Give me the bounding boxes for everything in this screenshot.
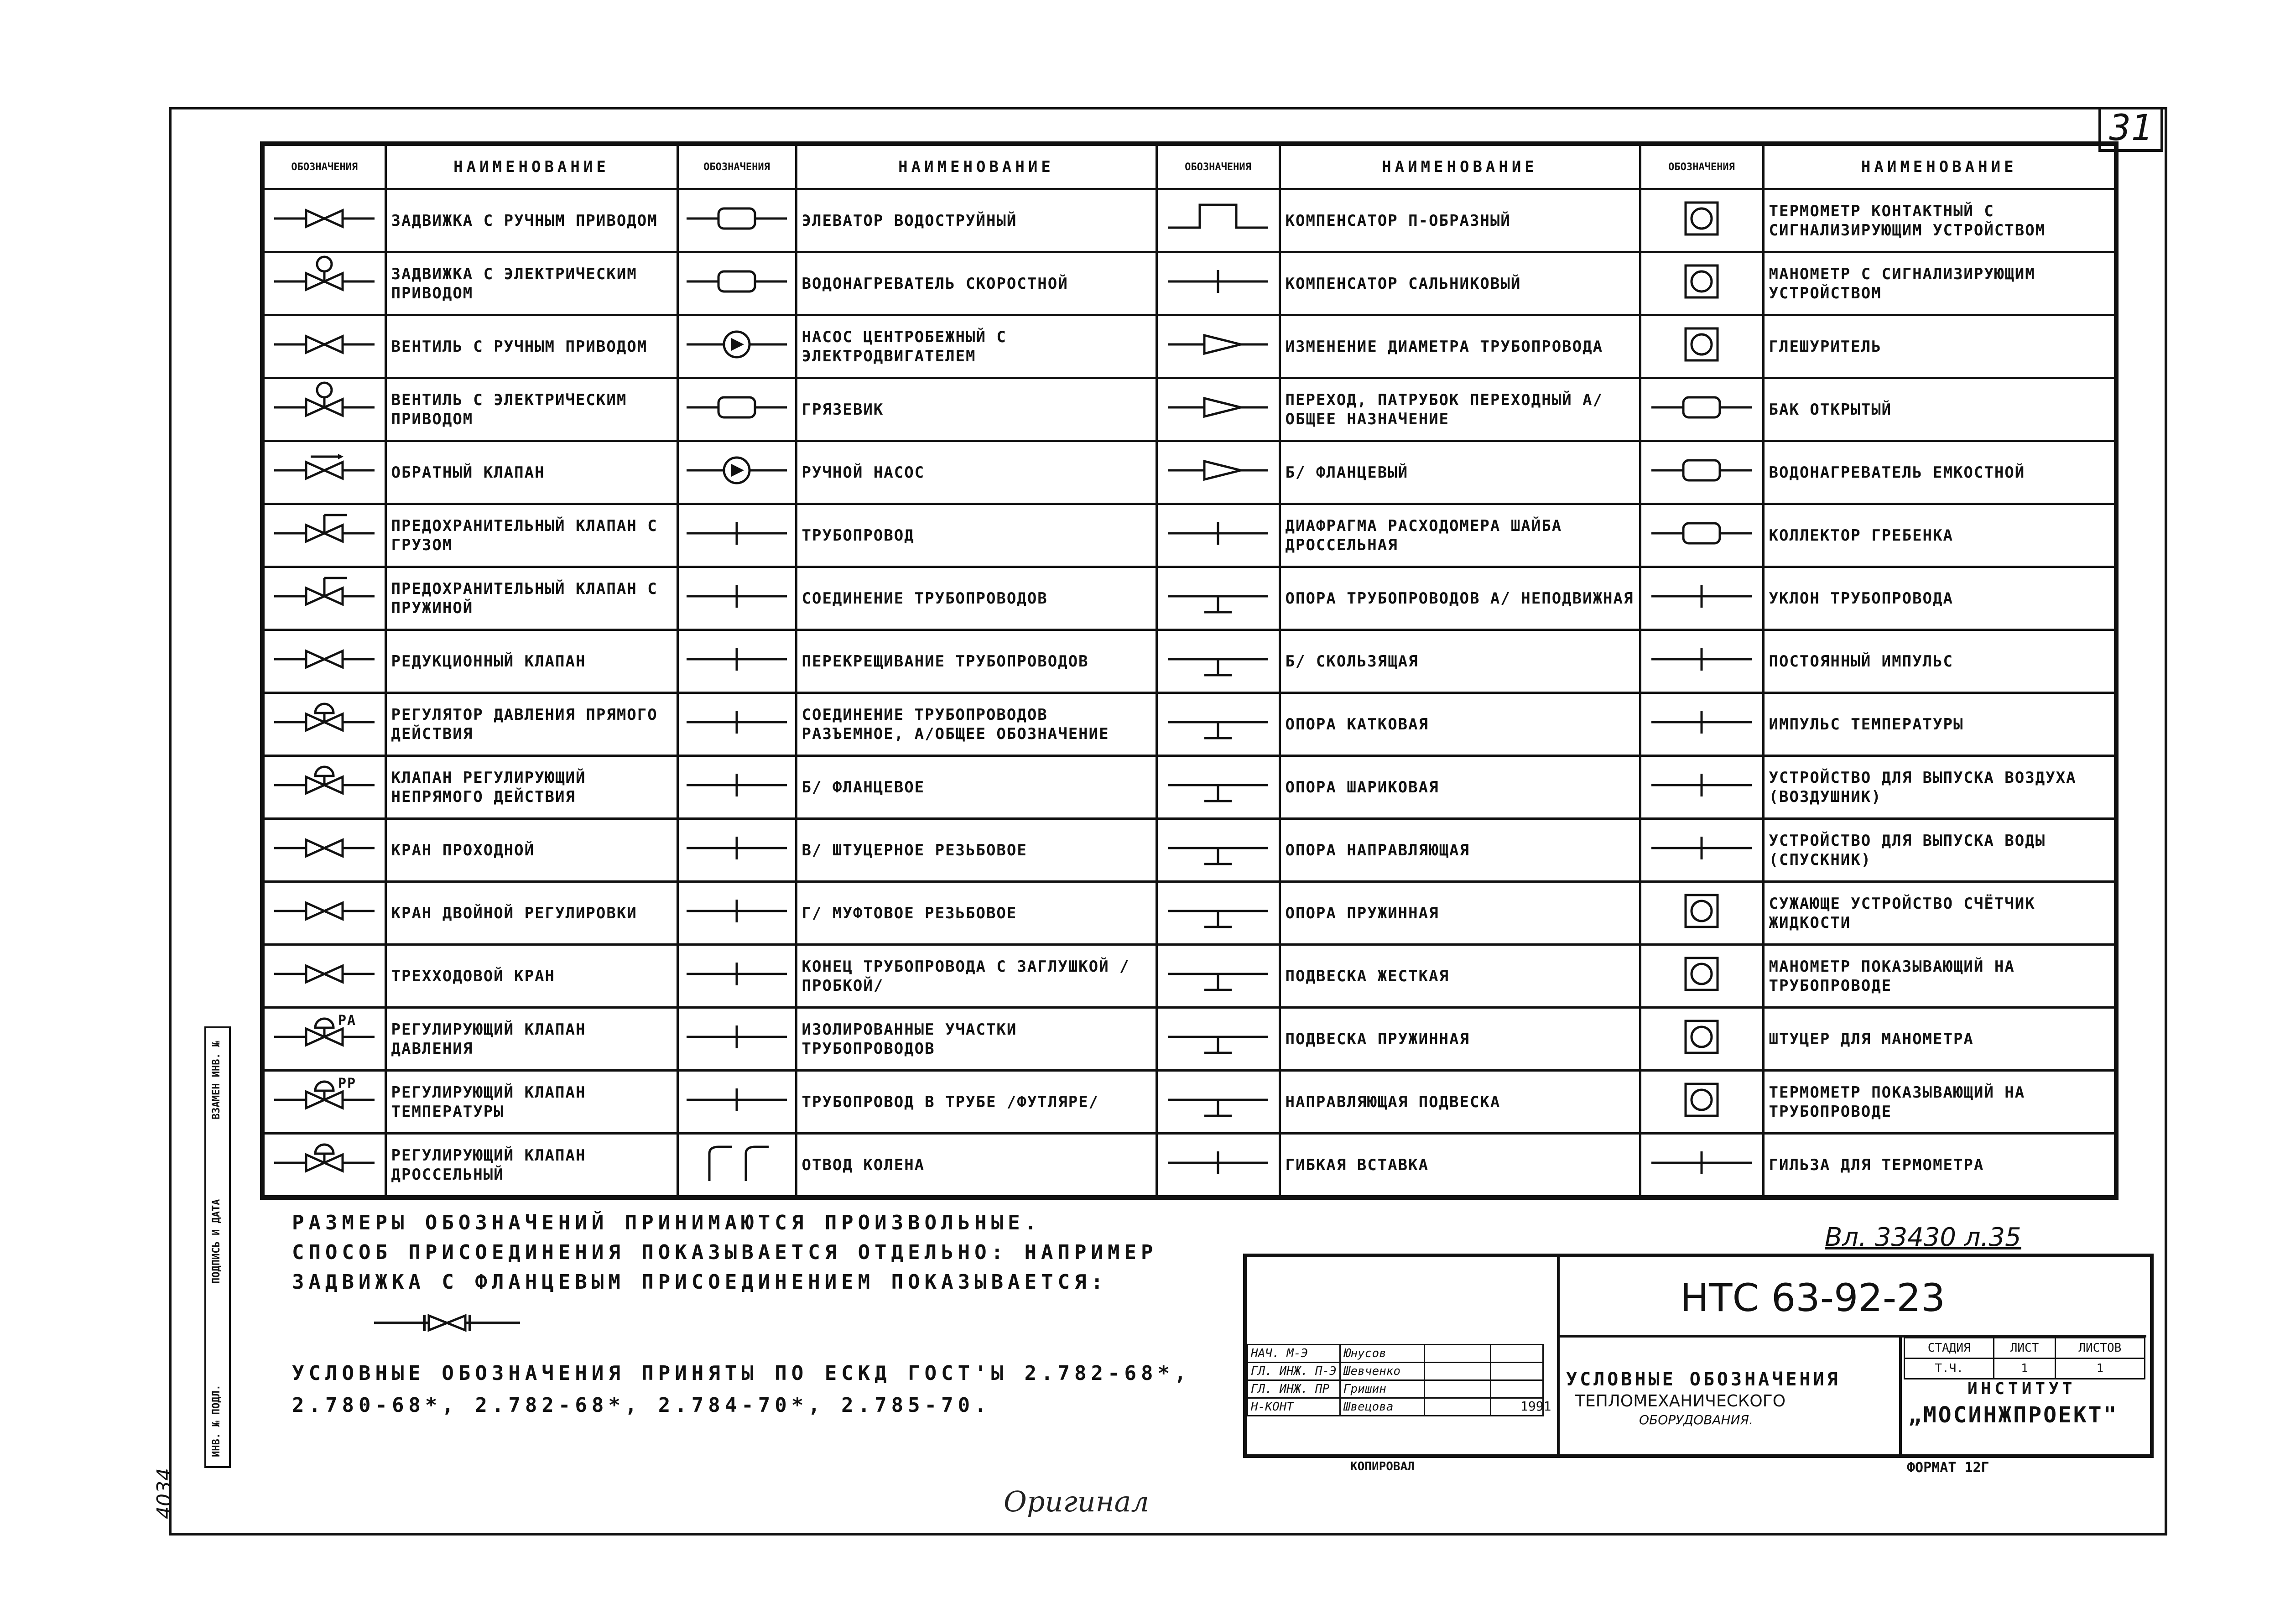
- item-name: ТРУБОПРОВОД В ТРУБЕ /ФУТЛЯРЕ/: [796, 1071, 1156, 1134]
- pipe-thermometer-icon: [1647, 1072, 1756, 1127]
- fixed-support-icon: [1156, 567, 1280, 630]
- direct-pressure-regulator-icon: [270, 695, 379, 750]
- organization-line-2: „МОСИНЖПРОЕКТ": [1908, 1402, 2119, 1428]
- item-name: ТЕРМОМЕТР ПОКАЗЫВАЮЩИЙ НА ТРУБОПРОВОДЕ: [1763, 1071, 2116, 1134]
- spring-hanger-icon: [1163, 1010, 1273, 1064]
- legend-row: [262, 1071, 2116, 1134]
- item-name: Г/ МУФТОВОЕ РЕЗЬБОВОЕ: [796, 882, 1156, 945]
- title-line-1: УСЛОВНЫЕ ОБОЗНАЧЕНИЯ: [1566, 1369, 1841, 1390]
- note-line-1: РАЗМЕРЫ ОБОЗНАЧЕНИЙ ПРИНИМАЮТСЯ ПРОИЗВОЛЬНЫЕ.: [292, 1211, 1041, 1234]
- stamp-divider-v2: [1899, 1335, 1902, 1454]
- title-line-3: ОБОРУДОВАНИЯ.: [1639, 1412, 1753, 1427]
- pipe-junction-icon: [677, 567, 796, 630]
- rigid-hanger-icon: [1156, 945, 1280, 1008]
- item-name: В/ ШТУЦЕРНОЕ РЕЗЬБОВОЕ: [796, 819, 1156, 882]
- legend-row: [262, 693, 2116, 756]
- item-name: ВЕНТИЛЬ С ЭЛЕКТРИЧЕСКИМ ПРИВОДОМ: [385, 378, 677, 441]
- restrictor-meter-icon: [1647, 884, 1756, 938]
- item-name: ПОДВЕСКА ПРУЖИННАЯ: [1280, 1008, 1640, 1071]
- three-way-cock-icon: [262, 945, 385, 1008]
- temperature-impulse-icon: [1640, 693, 1763, 756]
- item-name: ПРЕДОХРАНИТЕЛЬНЫЙ КЛАПАН С ПРУЖИНОЙ: [385, 567, 677, 630]
- item-name: РЕДУКЦИОННЫЙ КЛАПАН: [385, 630, 677, 693]
- spring-support-icon: [1163, 884, 1273, 938]
- item-name: ПЕРЕКРЕЩИВАНИЕ ТРУБОПРОВОДОВ: [796, 630, 1156, 693]
- fixed-support-icon: [1163, 569, 1273, 624]
- storage-water-heater-icon: [1647, 443, 1756, 498]
- role: Н-КОНТ: [1248, 1398, 1340, 1416]
- legend-row: [262, 441, 2116, 504]
- diameter-change-icon: [1156, 315, 1280, 378]
- symbol-header: ОБОЗНАЧЕНИЯ: [1640, 144, 1763, 189]
- item-name: ИЗОЛИРОВАННЫЕ УЧАСТКИ ТРУБОПРОВОДОВ: [796, 1008, 1156, 1071]
- legend-row: [262, 945, 2116, 1008]
- item-name: КОМПЕНСАТОР САЛЬНИКОВЫЙ: [1280, 252, 1640, 315]
- gate-valve-manual-icon: [270, 191, 379, 246]
- item-name: РУЧНОЙ НАСОС: [796, 441, 1156, 504]
- insulated-section-icon: [677, 1008, 796, 1071]
- stage-value: Т.Ч.: [1905, 1359, 1994, 1379]
- signature: [1424, 1380, 1490, 1398]
- diameter-change-icon: [1163, 317, 1273, 372]
- open-tank-icon: [1640, 378, 1763, 441]
- gland-compensator-icon: [1163, 254, 1273, 309]
- item-name: УКЛОН ТРУБОПРОВОДА: [1763, 567, 2116, 630]
- header-manifold-icon: [1647, 506, 1756, 561]
- legend-row: [262, 1134, 2116, 1198]
- pipe-crossing-icon: [682, 632, 791, 687]
- water-drain-icon: [1640, 819, 1763, 882]
- item-name: ТРУБОПРОВОД: [796, 504, 1156, 567]
- guide-support-icon: [1156, 819, 1280, 882]
- centrifugal-pump-icon: [677, 315, 796, 378]
- contact-thermometer-icon: [1647, 191, 1756, 246]
- adapter-flanged-icon: [1163, 443, 1273, 498]
- three-way-cock-icon: [270, 947, 379, 1001]
- stage-table: [1904, 1337, 2145, 1379]
- insulated-section-icon: [682, 1010, 791, 1064]
- item-name: ОПОРА ПРУЖИННАЯ: [1280, 882, 1640, 945]
- item-name: КОМПЕНСАТОР П-ОБРАЗНЫЙ: [1280, 189, 1640, 252]
- date-cell: [1490, 1398, 1543, 1416]
- ball-support-icon: [1156, 756, 1280, 819]
- thermowell-icon: [1647, 1135, 1756, 1190]
- item-name: КРАН ПРОХОДНОЙ: [385, 819, 677, 882]
- date-cell: [1490, 1380, 1543, 1398]
- orifice-plate-icon: [1156, 504, 1280, 567]
- item-name: КЛАПАН РЕГУЛИРУЮЩИЙ НЕПРЯМОГО ДЕЙСТВИЯ: [385, 756, 677, 819]
- signer-name: Швецова: [1340, 1398, 1424, 1416]
- water-jet-elevator-icon: [677, 189, 796, 252]
- thermowell-icon: [1640, 1134, 1763, 1198]
- item-name: ИЗМЕНЕНИЕ ДИАМЕТРА ТРУБОПРОВОДА: [1280, 315, 1640, 378]
- item-name: БАК ОТКРЫТЫЙ: [1763, 378, 2116, 441]
- svg-text:РР: РР: [338, 1075, 357, 1092]
- safety-valve-spring-icon: [270, 569, 379, 624]
- coupling-thread-icon: [677, 882, 796, 945]
- item-name: НАПРАВЛЯЮЩАЯ ПОДВЕСКА: [1280, 1071, 1640, 1134]
- symbol-header: ОБОЗНАЧЕНИЯ: [677, 144, 796, 189]
- flexible-insert-icon: [1163, 1135, 1273, 1190]
- adapter-general-icon: [1163, 380, 1273, 435]
- flange-joint-icon: [677, 756, 796, 819]
- archive-number: 4034: [153, 1468, 176, 1519]
- signer-name: Гришин: [1340, 1380, 1424, 1398]
- legend-table: [260, 141, 2119, 1200]
- double-regulation-cock-icon: [262, 882, 385, 945]
- item-name: УСТРОЙСТВО ДЛЯ ВЫПУСКА ВОЗДУХА (ВОЗДУШНИК): [1763, 756, 2116, 819]
- globe-valve-manual-icon: [262, 315, 385, 378]
- item-name: РЕГУЛИРУЮЩИЙ КЛАПАН ДРОССЕЛЬНЫЙ: [385, 1134, 677, 1198]
- signature: [1424, 1345, 1490, 1363]
- signer-name: Шевченко: [1340, 1363, 1424, 1380]
- check-valve-icon: [270, 443, 379, 498]
- mud-trap-icon: [682, 380, 791, 435]
- pipe-junction-icon: [682, 569, 791, 624]
- flanged-gate-valve-example-icon: [374, 1309, 520, 1337]
- item-name: ТРЕХХОДОВОЙ КРАН: [385, 945, 677, 1008]
- slope-arrow-icon: [1647, 569, 1756, 624]
- item-name: ТЕРМОМЕТР КОНТАКТНЫЙ С СИГНАЛИЗИРУЮЩИМ УСТРОЙСТВОМ: [1763, 189, 2116, 252]
- symbol-header: ОБОЗНАЧЕНИЯ: [1156, 144, 1280, 189]
- stage-label: СТАДИЯ: [1905, 1338, 1994, 1359]
- adapter-flanged-icon: [1156, 441, 1280, 504]
- pressure-control-valve-icon: [262, 1008, 385, 1071]
- gate-valve-electric-icon: [270, 254, 379, 309]
- date-cell: [1490, 1363, 1543, 1380]
- legend-row: [262, 189, 2116, 252]
- name-header: НАИМЕНОВАНИЕ: [796, 144, 1156, 189]
- temperature-impulse-icon: [1647, 695, 1756, 750]
- item-name: Б/ СКОЛЬЗЯЩАЯ: [1280, 630, 1640, 693]
- signal-manometer-icon: [1647, 254, 1756, 309]
- item-name: СУЖАЮЩЕ УСТРОЙСТВО СЧЁТЧИК ЖИДКОСТИ: [1763, 882, 2116, 945]
- name-header: НАИМЕНОВАНИЕ: [385, 144, 677, 189]
- air-vent-icon: [1640, 756, 1763, 819]
- title-block: [1243, 1254, 2154, 1458]
- legend-row: [262, 756, 2116, 819]
- gate-valve-electric-icon: [262, 252, 385, 315]
- copied-label: КОПИРОВАЛ: [1350, 1460, 1415, 1473]
- frame-top-line: [169, 107, 2167, 109]
- hand-pump-icon: [682, 443, 791, 498]
- sliding-support-icon: [1156, 630, 1280, 693]
- indirect-control-valve-icon: [262, 756, 385, 819]
- pipe-in-sleeve-icon: [677, 1071, 796, 1134]
- guide-hanger-icon: [1156, 1071, 1280, 1134]
- item-name: ЭЛЕВАТОР ВОДОСТРУЙНЫЙ: [796, 189, 1156, 252]
- legend-row: [262, 315, 2116, 378]
- item-name: ГИБКАЯ ВСТАВКА: [1280, 1134, 1640, 1198]
- item-name: МАНОМЕТР С СИГНАЛИЗИРУЮЩИМ УСТРОЙСТВОМ: [1763, 252, 2116, 315]
- title-line-2: ТЕПЛОМЕХАНИЧЕСКОГО: [1575, 1392, 1786, 1411]
- frame-left-line: [169, 107, 172, 1535]
- open-tank-icon: [1647, 380, 1756, 435]
- signal-manometer-icon: [1640, 252, 1763, 315]
- item-name: ОПОРА ШАРИКОВАЯ: [1280, 756, 1640, 819]
- item-name: ПРЕДОХРАНИТЕЛЬНЫЙ КЛАПАН С ГРУЗОМ: [385, 504, 677, 567]
- item-name: МАНОМЕТР ПОКАЗЫВАЮЩИЙ НА ТРУБОПРОВОДЕ: [1763, 945, 2116, 1008]
- legend-row: [262, 567, 2116, 630]
- item-name: ВОДОНАГРЕВАТЕЛЬ СКОРОСТНОЙ: [796, 252, 1156, 315]
- spring-support-icon: [1156, 882, 1280, 945]
- manometer-fitting-icon: [1647, 1010, 1756, 1064]
- role: НАЧ. М-Э: [1248, 1345, 1340, 1363]
- safety-valve-weight-icon: [262, 504, 385, 567]
- storage-water-heater-icon: [1640, 441, 1763, 504]
- u-compensator-icon: [1156, 189, 1280, 252]
- pipe-manometer-icon: [1647, 947, 1756, 1001]
- item-name: ГРЯЗЕВИК: [796, 378, 1156, 441]
- item-name: РЕГУЛИРУЮЩИЙ КЛАПАН ДАВЛЕНИЯ: [385, 1008, 677, 1071]
- elbow-bend-icon: [677, 1134, 796, 1198]
- item-name: СОЕДИНЕНИЕ ТРУБОПРОВОДОВ РАЗЪЕМНОЕ, А/ОБЩЕЕ ОБОЗНАЧЕНИЕ: [796, 693, 1156, 756]
- constant-impulse-icon: [1647, 632, 1756, 687]
- pressure-control-valve-icon: [270, 1010, 379, 1064]
- document-code: НТС 63-92-23: [1680, 1275, 1946, 1320]
- pipe-crossing-icon: [677, 630, 796, 693]
- manometer-fitting-icon: [1640, 1008, 1763, 1071]
- orifice-plate-icon: [1163, 506, 1273, 561]
- sheets-label: ЛИСТОВ: [2055, 1338, 2145, 1359]
- signature: [1424, 1398, 1490, 1416]
- globe-valve-electric-icon: [270, 380, 379, 435]
- rigid-hanger-icon: [1163, 947, 1273, 1001]
- inventory-number: Вл. 33430 л.35: [1825, 1223, 2021, 1252]
- signature: [1424, 1363, 1490, 1380]
- centrifugal-pump-icon: [682, 317, 791, 372]
- item-name: ГИЛЬЗА ДЛЯ ТЕРМОМЕТРА: [1763, 1134, 2116, 1198]
- flow-indicator-icon: [1647, 317, 1756, 372]
- gate-valve-manual-icon: [262, 189, 385, 252]
- frame-bottom-line: [169, 1533, 2167, 1536]
- pipeline-icon: [677, 504, 796, 567]
- legend-row: [262, 378, 2116, 441]
- item-name: Б/ ФЛАНЦЕВЫЙ: [1280, 441, 1640, 504]
- elbow-bend-icon: [682, 1135, 791, 1190]
- item-name: ВЕНТИЛЬ С РУЧНЫМ ПРИВОДОМ: [385, 315, 677, 378]
- threaded-fitting-icon: [682, 821, 791, 875]
- sheet-number: 31: [2098, 107, 2163, 152]
- adapter-general-icon: [1156, 378, 1280, 441]
- globe-valve-electric-icon: [262, 378, 385, 441]
- item-name: КОЛЛЕКТОР ГРЕБЕНКА: [1763, 504, 2116, 567]
- sliding-support-icon: [1163, 632, 1273, 687]
- reducing-valve-icon: [270, 632, 379, 687]
- legend-row: [262, 882, 2116, 945]
- water-drain-icon: [1647, 821, 1756, 875]
- legend-row: [262, 630, 2116, 693]
- pipe-thermometer-icon: [1640, 1071, 1763, 1134]
- item-name: ШТУЦЕР ДЛЯ МАНОМЕТРА: [1763, 1008, 2116, 1071]
- name-header: НАИМЕНОВАНИЕ: [1763, 144, 2116, 189]
- safety-valve-weight-icon: [270, 506, 379, 561]
- pipeline-icon: [682, 506, 791, 561]
- detachable-joint-icon: [682, 695, 791, 750]
- side-stamp-label-2: ПОДПИСЬ И ДАТА: [211, 1199, 222, 1284]
- detachable-joint-icon: [677, 693, 796, 756]
- side-stamp-label-1: ВЗАМЕН ИНВ. №: [211, 1041, 222, 1119]
- hand-pump-icon: [677, 441, 796, 504]
- item-name: СОЕДИНЕНИЕ ТРУБОПРОВОДОВ: [796, 567, 1156, 630]
- signer-name: Юнусов: [1340, 1345, 1424, 1363]
- pipe-manometer-icon: [1640, 945, 1763, 1008]
- item-name: ОПОРА ТРУБОПРОВОДОВ А/ НЕПОДВИЖНАЯ: [1280, 567, 1640, 630]
- item-name: КОНЕЦ ТРУБОПРОВОДА С ЗАГЛУШКОЙ /ПРОБКОЙ/: [796, 945, 1156, 1008]
- restrictor-meter-icon: [1640, 882, 1763, 945]
- svg-text:РА: РА: [338, 1012, 357, 1029]
- instant-water-heater-icon: [677, 252, 796, 315]
- check-valve-icon: [262, 441, 385, 504]
- flexible-insert-icon: [1156, 1134, 1280, 1198]
- original-mark: Оригинал: [1004, 1485, 1149, 1518]
- item-name: ОПОРА КАТКОВАЯ: [1280, 693, 1640, 756]
- indirect-control-valve-icon: [270, 758, 379, 812]
- ball-support-icon: [1163, 758, 1273, 812]
- temperature-control-valve-icon: [270, 1072, 379, 1127]
- pipe-end-plug-icon: [677, 945, 796, 1008]
- pipe-end-plug-icon: [682, 947, 791, 1001]
- straight-cock-icon: [262, 819, 385, 882]
- name-header: НАИМЕНОВАНИЕ: [1280, 144, 1640, 189]
- gland-compensator-icon: [1156, 252, 1280, 315]
- flow-indicator-icon: [1640, 315, 1763, 378]
- legend-row: [262, 252, 2116, 315]
- item-name: РЕГУЛЯТОР ДАВЛЕНИЯ ПРЯМОГО ДЕЙСТВИЯ: [385, 693, 677, 756]
- item-name: ПОСТОЯННЫЙ ИМПУЛЬС: [1763, 630, 2116, 693]
- item-name: ГЛЕШУРИТЕЛЬ: [1763, 315, 2116, 378]
- note-line-5: 2.780-68*, 2.782-68*, 2.784-70*, 2.785-70.: [292, 1394, 991, 1417]
- air-vent-icon: [1647, 758, 1756, 812]
- role: ГЛ. ИНЖ. П-Э: [1248, 1363, 1340, 1380]
- mud-trap-icon: [677, 378, 796, 441]
- item-name: УСТРОЙСТВО ДЛЯ ВЫПУСКА ВОДЫ (СПУСКНИК): [1763, 819, 2116, 882]
- constant-impulse-icon: [1640, 630, 1763, 693]
- side-stamp: [204, 1026, 231, 1468]
- frame-right-line: [2165, 107, 2167, 1535]
- globe-valve-manual-icon: [270, 317, 379, 372]
- contact-thermometer-icon: [1640, 189, 1763, 252]
- legend-row: [262, 819, 2116, 882]
- header-row: [262, 144, 2116, 189]
- item-name: ДИАФРАГМА РАСХОДОМЕРА ШАЙБА ДРОССЕЛЬНАЯ: [1280, 504, 1640, 567]
- guide-hanger-icon: [1163, 1072, 1273, 1127]
- throttle-control-valve-icon: [262, 1134, 385, 1198]
- item-name: ЗАДВИЖКА С ЭЛЕКТРИЧЕСКИМ ПРИВОДОМ: [385, 252, 677, 315]
- item-name: ИМПУЛЬС ТЕМПЕРАТУРЫ: [1763, 693, 2116, 756]
- flange-joint-icon: [682, 758, 791, 812]
- pipe-in-sleeve-icon: [682, 1072, 791, 1127]
- item-name: ОБРАТНЫЙ КЛАПАН: [385, 441, 677, 504]
- note-line-3: ЗАДВИЖКА С ФЛАНЦЕВЫМ ПРИСОЕДИНЕНИЕМ ПОКАЗЫВАЕТСЯ:: [292, 1270, 1108, 1294]
- sheet-value: 1: [1994, 1359, 2055, 1379]
- item-name: НАСОС ЦЕНТРОБЕЖНЫЙ С ЭЛЕКТРОДВИГАТЕЛЕМ: [796, 315, 1156, 378]
- item-name: ОПОРА НАПРАВЛЯЮЩАЯ: [1280, 819, 1640, 882]
- date-cell: [1490, 1345, 1543, 1363]
- reducing-valve-icon: [262, 630, 385, 693]
- symbol-header: ОБОЗНАЧЕНИЯ: [262, 144, 385, 189]
- water-jet-elevator-icon: [682, 191, 791, 246]
- item-name: ПЕРЕХОД, ПАТРУБОК ПЕРЕХОДНЫЙ А/ ОБЩЕЕ НАЗНАЧЕНИЕ: [1280, 378, 1640, 441]
- item-name: ПОДВЕСКА ЖЕСТКАЯ: [1280, 945, 1640, 1008]
- threaded-fitting-icon: [677, 819, 796, 882]
- sheets-value: 1: [2055, 1359, 2145, 1379]
- side-stamp-label-3: ИНВ. № ПОДЛ.: [211, 1385, 222, 1457]
- double-regulation-cock-icon: [270, 884, 379, 938]
- safety-valve-spring-icon: [262, 567, 385, 630]
- signature-table: [1247, 1344, 1544, 1416]
- item-name: РЕГУЛИРУЮЩИЙ КЛАПАН ТЕМПЕРАТУРЫ: [385, 1071, 677, 1134]
- u-compensator-icon: [1163, 191, 1273, 246]
- legend-row: [262, 1008, 2116, 1071]
- direct-pressure-regulator-icon: [262, 693, 385, 756]
- item-name: ЗАДВИЖКА С РУЧНЫМ ПРИВОДОМ: [385, 189, 677, 252]
- note-line-2: СПОСОБ ПРИСОЕДИНЕНИЯ ПОКАЗЫВАЕТСЯ ОТДЕЛЬНО: НАПРИМЕР: [292, 1241, 1158, 1264]
- straight-cock-icon: [270, 821, 379, 875]
- role: ГЛ. ИНЖ. ПР: [1248, 1380, 1340, 1398]
- temperature-control-valve-icon: [262, 1071, 385, 1134]
- item-name: ВОДОНАГРЕВАТЕЛЬ ЕМКОСТНОЙ: [1763, 441, 2116, 504]
- spring-hanger-icon: [1156, 1008, 1280, 1071]
- note-line-4: УСЛОВНЫЕ ОБОЗНАЧЕНИЯ ПРИНЯТЫ ПО ЕСКД ГОСТ'Ы 2.782-68*,: [292, 1362, 1191, 1385]
- header-manifold-icon: [1640, 504, 1763, 567]
- instant-water-heater-icon: [682, 254, 791, 309]
- item-name: ОТВОД КОЛЕНА: [796, 1134, 1156, 1198]
- sheet-label: ЛИСТ: [1994, 1338, 2055, 1359]
- roller-support-icon: [1163, 695, 1273, 750]
- slope-arrow-icon: [1640, 567, 1763, 630]
- format-label: ФОРМАТ 12Г: [1907, 1460, 1989, 1476]
- stamp-divider-v: [1557, 1257, 1560, 1454]
- item-name: КРАН ДВОЙНОЙ РЕГУЛИРОВКИ: [385, 882, 677, 945]
- organization-line-1: ИНСТИТУТ: [1968, 1379, 2076, 1398]
- item-name: Б/ ФЛАНЦЕВОЕ: [796, 756, 1156, 819]
- throttle-control-valve-icon: [270, 1135, 379, 1190]
- guide-support-icon: [1163, 821, 1273, 875]
- roller-support-icon: [1156, 693, 1280, 756]
- coupling-thread-icon: [682, 884, 791, 938]
- year: 1991: [1520, 1399, 1551, 1414]
- legend-row: [262, 504, 2116, 567]
